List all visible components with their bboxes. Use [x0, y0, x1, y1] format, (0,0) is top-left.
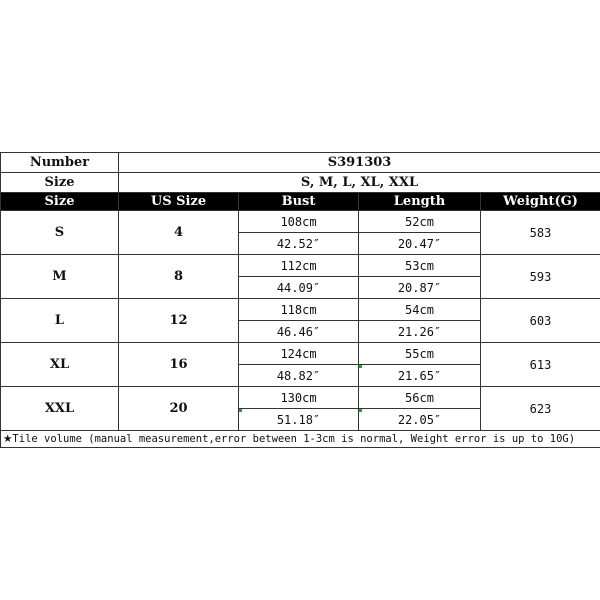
- bust-cm-cell: 124cm: [239, 343, 359, 365]
- table-row: [1, 211, 600, 233]
- us-size-cell: 12: [119, 299, 239, 343]
- bust-cm-cell: 130cm: [239, 387, 359, 409]
- size-label: Size: [1, 173, 119, 193]
- size-cell: XL: [1, 343, 119, 387]
- size-chart: [0, 152, 600, 448]
- length-in-cell: 22.05″: [359, 409, 481, 431]
- footnote-row: [1, 431, 600, 448]
- bust-cm-cell: 118cm: [239, 299, 359, 321]
- weight-cell: 603: [481, 299, 600, 343]
- size-list-value: S, M, L, XL, XXL: [119, 173, 600, 193]
- length-in-cell: 21.65″: [359, 365, 481, 387]
- weight-cell: 613: [481, 343, 600, 387]
- table-row: [1, 343, 600, 365]
- header-bust: Bust: [239, 193, 359, 211]
- header-row: [1, 193, 600, 211]
- bust-in-cell: 51.18″: [239, 409, 359, 431]
- size-cell: S: [1, 211, 119, 255]
- us-size-cell: 20: [119, 387, 239, 431]
- length-cm-cell: 55cm: [359, 343, 481, 365]
- weight-cell: 583: [481, 211, 600, 255]
- length-cm-cell: 56cm: [359, 387, 481, 409]
- us-size-cell: 16: [119, 343, 239, 387]
- bust-cm-cell: 112cm: [239, 255, 359, 277]
- size-chart-table: [0, 152, 600, 448]
- length-cm-cell: 52cm: [359, 211, 481, 233]
- length-cm-cell: 53cm: [359, 255, 481, 277]
- table-row: [1, 299, 600, 321]
- table-row: [1, 387, 600, 409]
- size-cell: L: [1, 299, 119, 343]
- length-cm-cell: 54cm: [359, 299, 481, 321]
- footnote: [1, 431, 600, 448]
- bust-in-cell: 42.52″: [239, 233, 359, 255]
- weight-cell: 593: [481, 255, 600, 299]
- size-list-row: [1, 173, 600, 193]
- star-icon: ★: [3, 432, 13, 445]
- size-cell: XXL: [1, 387, 119, 431]
- table-row: [1, 255, 600, 277]
- header-length: Length: [359, 193, 481, 211]
- length-in-cell: 20.47″: [359, 233, 481, 255]
- header-us-size: US Size: [119, 193, 239, 211]
- header-size: Size: [1, 193, 119, 211]
- number-label: Number: [1, 153, 119, 173]
- length-in-cell: 21.26″: [359, 321, 481, 343]
- us-size-cell: 8: [119, 255, 239, 299]
- bust-in-cell: 48.82″: [239, 365, 359, 387]
- size-cell: M: [1, 255, 119, 299]
- us-size-cell: 4: [119, 211, 239, 255]
- bust-cm-cell: 108cm: [239, 211, 359, 233]
- bust-in-cell: 46.46″: [239, 321, 359, 343]
- length-in-cell: 20.87″: [359, 277, 481, 299]
- footnote-text: Tile volume (manual measurement,error between 1-3cm is normal, Weight error is up to 10G): [12, 432, 576, 445]
- number-value: S391303: [119, 153, 600, 173]
- weight-cell: 623: [481, 387, 600, 431]
- bust-in-cell: 44.09″: [239, 277, 359, 299]
- number-row: [1, 153, 600, 173]
- header-weight: Weight(G): [481, 193, 600, 211]
